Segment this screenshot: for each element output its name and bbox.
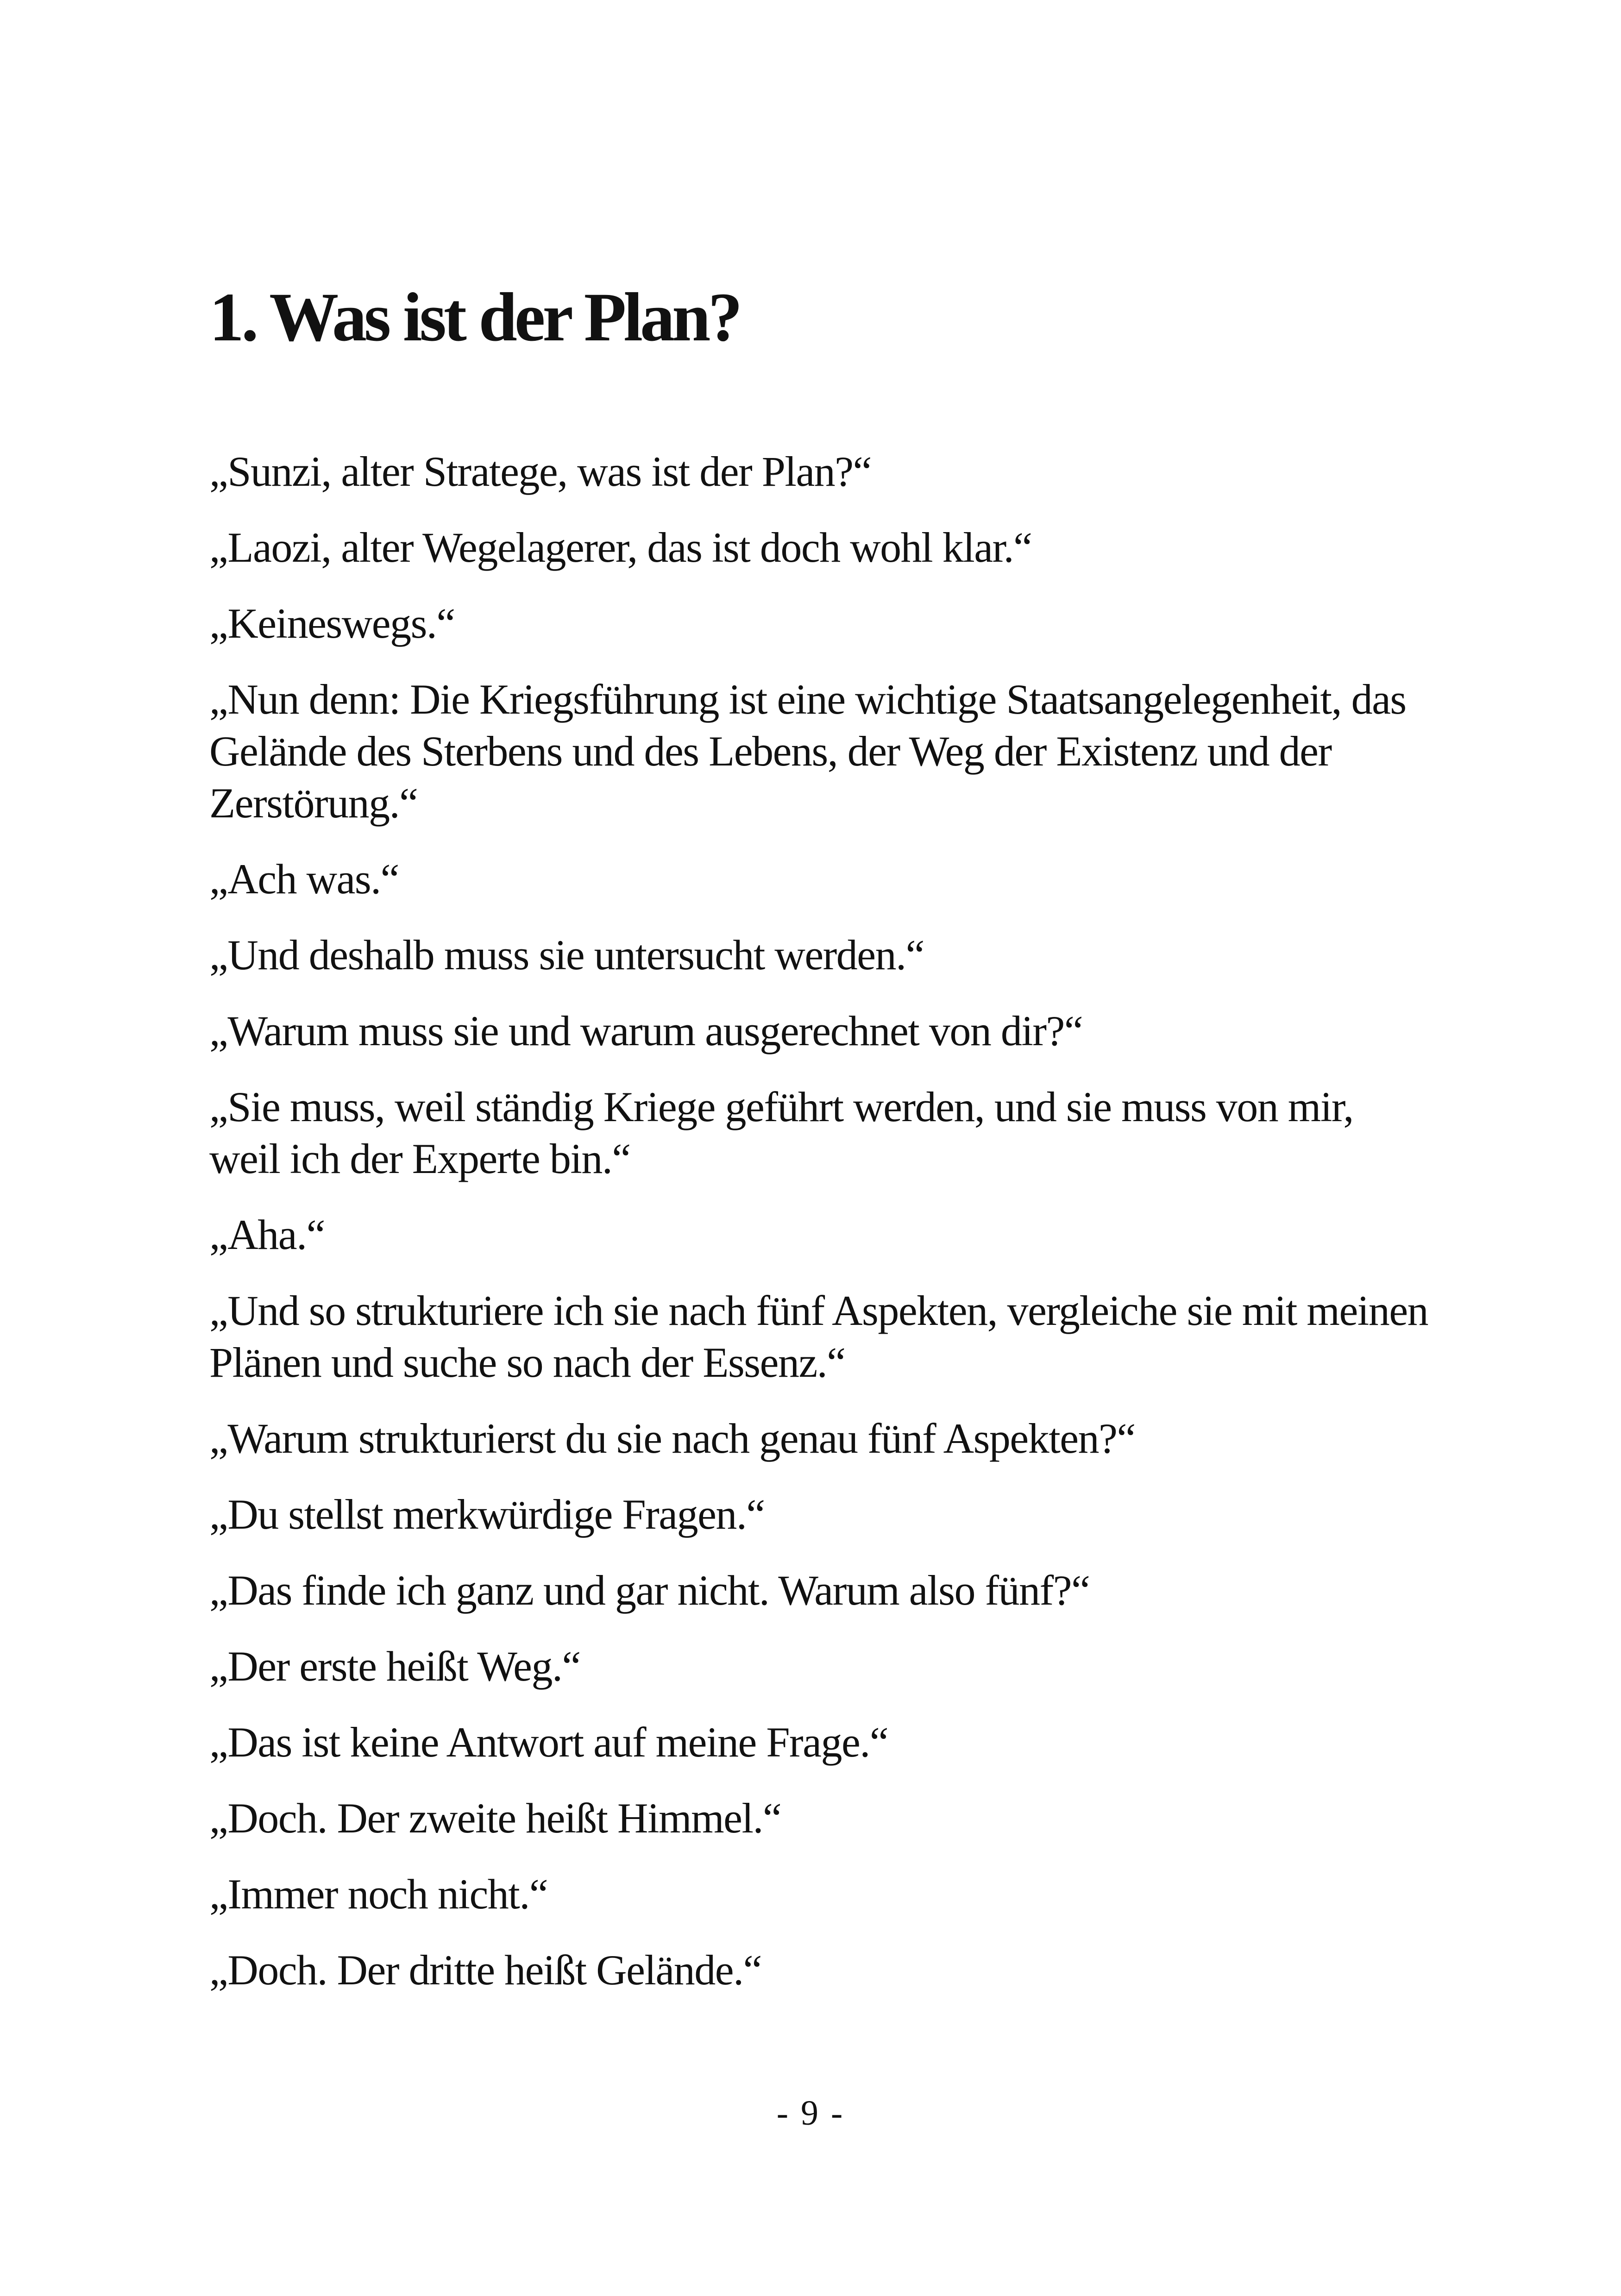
dialogue-line: „Und so strukturiere ich sie nach fünf Aspekten, vergleiche sie mit meinen Plänen und suche so nach der Essenz.“ <box>209 1287 1428 1386</box>
dialogue-line: „Das finde ich ganz und gar nicht. Warum also fünf?“ <box>209 1567 1090 1614</box>
dialogue-line: „Immer noch nicht.“ <box>209 1870 548 1918</box>
dialogue-line: „Das ist keine Antwort auf meine Frage.“ <box>209 1719 888 1766</box>
dialogue-line: „Sie muss, weil ständig Kriege geführt werden, und sie muss von mir, weil ich der Experte bin.“ <box>209 1083 1353 1182</box>
dialogue-line: „Ach was.“ <box>209 855 399 903</box>
dialogue-line: „Der erste heißt Weg.“ <box>209 1643 580 1690</box>
dialogue-line: „Warum strukturierst du sie nach genau fünf Aspekten?“ <box>209 1415 1135 1462</box>
dialogue-line: „Laozi, alter Wegelagerer, das ist doch wohl klar.“ <box>209 524 1032 571</box>
dialogue-line: „Und deshalb muss sie untersucht werden.“ <box>209 931 924 979</box>
dialogue-line: „Warum muss sie und warum ausgerechnet von dir?“ <box>209 1007 1083 1054</box>
dialogue-line: „Doch. Der zweite heißt Himmel.“ <box>209 1794 781 1842</box>
dialogue-line: „Keineswegs.“ <box>209 600 455 647</box>
dialogue-line: „Sunzi, alter Stratege, was ist der Plan?“ <box>209 448 871 495</box>
dialogue-line: „Doch. Der dritte heißt Gelände.“ <box>209 1946 761 1994</box>
dialogue-line: „Nun denn: Die Kriegsführung ist eine wichtige Staatsangelegenheit, das Gelände des Sterbens und des Lebens, der Weg der Existenz und der Zerstörung.“ <box>209 676 1406 827</box>
dialogue-line: „Aha.“ <box>209 1211 325 1258</box>
page-number: - 9 - <box>776 2094 845 2133</box>
chapter-title: 1. Was ist der Plan? <box>209 279 740 356</box>
dialogue-text <box>209 445 1432 2020</box>
dialogue-line: „Du stellst merkwürdige Fragen.“ <box>209 1491 765 1538</box>
